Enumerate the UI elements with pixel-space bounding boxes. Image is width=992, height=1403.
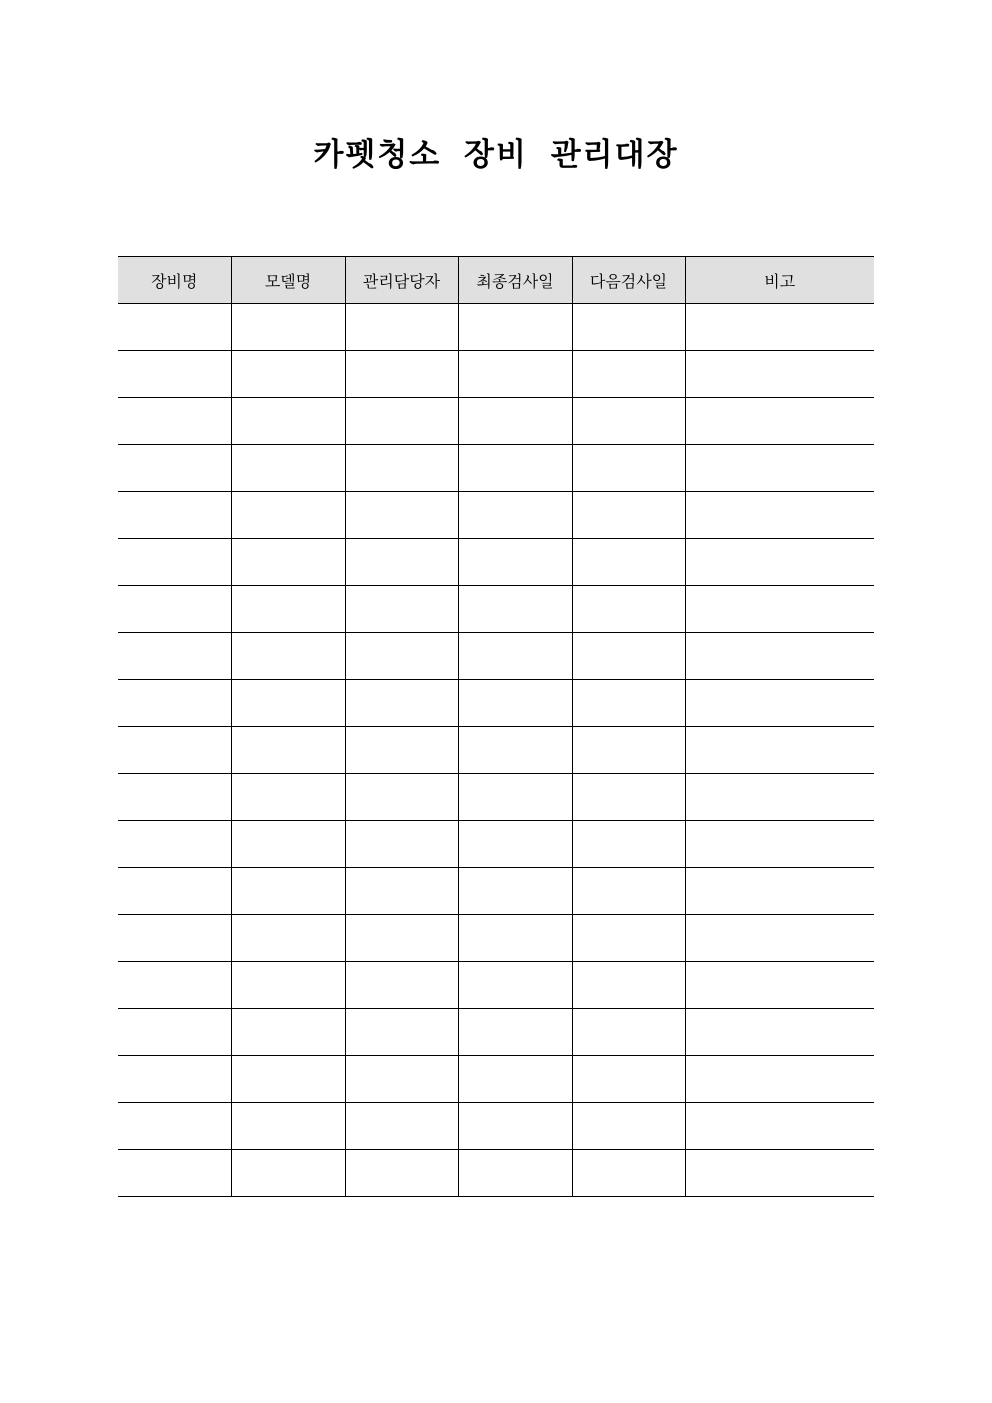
cell-equipment-name bbox=[118, 398, 231, 445]
document-title: 카펫청소 장비 관리대장 bbox=[313, 137, 679, 173]
cell-manager bbox=[345, 398, 458, 445]
table-row bbox=[118, 539, 874, 586]
table-row bbox=[118, 821, 874, 868]
cell-last-inspection bbox=[458, 680, 572, 727]
table-row bbox=[118, 445, 874, 492]
cell-next-inspection bbox=[572, 774, 685, 821]
cell-remarks bbox=[685, 1150, 874, 1197]
cell-model-name bbox=[231, 962, 345, 1009]
cell-manager bbox=[345, 1150, 458, 1197]
cell-model-name bbox=[231, 821, 345, 868]
cell-model-name bbox=[231, 915, 345, 962]
table-row bbox=[118, 304, 874, 351]
cell-remarks bbox=[685, 351, 874, 398]
cell-equipment-name bbox=[118, 633, 231, 680]
cell-model-name bbox=[231, 586, 345, 633]
cell-manager bbox=[345, 539, 458, 586]
cell-last-inspection bbox=[458, 962, 572, 1009]
cell-model-name bbox=[231, 1150, 345, 1197]
header-model-name: 모델명 bbox=[231, 257, 345, 304]
cell-remarks bbox=[685, 398, 874, 445]
table-row bbox=[118, 915, 874, 962]
cell-last-inspection bbox=[458, 633, 572, 680]
table-row bbox=[118, 586, 874, 633]
cell-last-inspection bbox=[458, 539, 572, 586]
cell-remarks bbox=[685, 586, 874, 633]
cell-equipment-name bbox=[118, 915, 231, 962]
cell-last-inspection bbox=[458, 868, 572, 915]
cell-remarks bbox=[685, 1056, 874, 1103]
cell-remarks bbox=[685, 539, 874, 586]
cell-manager bbox=[345, 680, 458, 727]
cell-next-inspection bbox=[572, 304, 685, 351]
cell-manager bbox=[345, 868, 458, 915]
cell-last-inspection bbox=[458, 1009, 572, 1056]
cell-equipment-name bbox=[118, 868, 231, 915]
cell-equipment-name bbox=[118, 445, 231, 492]
cell-next-inspection bbox=[572, 351, 685, 398]
table-row bbox=[118, 962, 874, 1009]
cell-equipment-name bbox=[118, 962, 231, 1009]
cell-next-inspection bbox=[572, 727, 685, 774]
cell-manager bbox=[345, 962, 458, 1009]
cell-next-inspection bbox=[572, 492, 685, 539]
cell-remarks bbox=[685, 492, 874, 539]
header-manager: 관리담당자 bbox=[345, 257, 458, 304]
table-row bbox=[118, 1056, 874, 1103]
cell-model-name bbox=[231, 398, 345, 445]
header-next-inspection: 다음검사일 bbox=[572, 257, 685, 304]
cell-remarks bbox=[685, 962, 874, 1009]
cell-equipment-name bbox=[118, 492, 231, 539]
cell-manager bbox=[345, 1056, 458, 1103]
cell-model-name bbox=[231, 1056, 345, 1103]
table-row bbox=[118, 1103, 874, 1150]
table-row bbox=[118, 351, 874, 398]
cell-model-name bbox=[231, 304, 345, 351]
cell-last-inspection bbox=[458, 304, 572, 351]
header-remarks: 비고 bbox=[685, 257, 874, 304]
cell-manager bbox=[345, 774, 458, 821]
cell-remarks bbox=[685, 1009, 874, 1056]
cell-next-inspection bbox=[572, 962, 685, 1009]
cell-equipment-name bbox=[118, 586, 231, 633]
table-row bbox=[118, 680, 874, 727]
equipment-ledger-table bbox=[118, 256, 874, 1197]
cell-remarks bbox=[685, 304, 874, 351]
cell-model-name bbox=[231, 868, 345, 915]
cell-remarks bbox=[685, 445, 874, 492]
cell-last-inspection bbox=[458, 1056, 572, 1103]
cell-equipment-name bbox=[118, 351, 231, 398]
cell-manager bbox=[345, 445, 458, 492]
cell-model-name bbox=[231, 1103, 345, 1150]
cell-remarks bbox=[685, 727, 874, 774]
cell-next-inspection bbox=[572, 445, 685, 492]
table-row bbox=[118, 633, 874, 680]
cell-remarks bbox=[685, 915, 874, 962]
cell-remarks bbox=[685, 680, 874, 727]
cell-next-inspection bbox=[572, 633, 685, 680]
cell-next-inspection bbox=[572, 821, 685, 868]
cell-manager bbox=[345, 633, 458, 680]
cell-next-inspection bbox=[572, 586, 685, 633]
cell-remarks bbox=[685, 1103, 874, 1150]
cell-equipment-name bbox=[118, 680, 231, 727]
cell-last-inspection bbox=[458, 398, 572, 445]
cell-manager bbox=[345, 915, 458, 962]
cell-remarks bbox=[685, 774, 874, 821]
header-equipment-name: 장비명 bbox=[118, 257, 231, 304]
cell-equipment-name bbox=[118, 727, 231, 774]
cell-last-inspection bbox=[458, 445, 572, 492]
cell-next-inspection bbox=[572, 1150, 685, 1197]
table-row bbox=[118, 727, 874, 774]
cell-last-inspection bbox=[458, 915, 572, 962]
cell-next-inspection bbox=[572, 868, 685, 915]
cell-equipment-name bbox=[118, 539, 231, 586]
cell-equipment-name bbox=[118, 1009, 231, 1056]
cell-manager bbox=[345, 821, 458, 868]
cell-model-name bbox=[231, 680, 345, 727]
cell-last-inspection bbox=[458, 1103, 572, 1150]
cell-model-name bbox=[231, 1009, 345, 1056]
cell-next-inspection bbox=[572, 539, 685, 586]
cell-next-inspection bbox=[572, 680, 685, 727]
cell-manager bbox=[345, 1009, 458, 1056]
cell-model-name bbox=[231, 727, 345, 774]
table-body bbox=[118, 304, 874, 1197]
table-row bbox=[118, 774, 874, 821]
cell-model-name bbox=[231, 492, 345, 539]
cell-manager bbox=[345, 492, 458, 539]
cell-equipment-name bbox=[118, 1103, 231, 1150]
cell-model-name bbox=[231, 633, 345, 680]
cell-last-inspection bbox=[458, 351, 572, 398]
cell-last-inspection bbox=[458, 586, 572, 633]
table-row bbox=[118, 492, 874, 539]
cell-manager bbox=[345, 727, 458, 774]
cell-model-name bbox=[231, 774, 345, 821]
cell-model-name bbox=[231, 539, 345, 586]
cell-manager bbox=[345, 1103, 458, 1150]
cell-manager bbox=[345, 304, 458, 351]
cell-next-inspection bbox=[572, 1056, 685, 1103]
cell-remarks bbox=[685, 821, 874, 868]
cell-equipment-name bbox=[118, 1150, 231, 1197]
cell-model-name bbox=[231, 351, 345, 398]
cell-remarks bbox=[685, 633, 874, 680]
cell-last-inspection bbox=[458, 1150, 572, 1197]
cell-next-inspection bbox=[572, 1103, 685, 1150]
cell-last-inspection bbox=[458, 821, 572, 868]
cell-equipment-name bbox=[118, 1056, 231, 1103]
cell-equipment-name bbox=[118, 304, 231, 351]
cell-last-inspection bbox=[458, 492, 572, 539]
cell-remarks bbox=[685, 868, 874, 915]
table-row bbox=[118, 868, 874, 915]
table-row bbox=[118, 1150, 874, 1197]
cell-next-inspection bbox=[572, 1009, 685, 1056]
cell-equipment-name bbox=[118, 821, 231, 868]
table-row bbox=[118, 398, 874, 445]
cell-manager bbox=[345, 351, 458, 398]
cell-model-name bbox=[231, 445, 345, 492]
cell-last-inspection bbox=[458, 727, 572, 774]
cell-last-inspection bbox=[458, 774, 572, 821]
cell-equipment-name bbox=[118, 774, 231, 821]
cell-manager bbox=[345, 586, 458, 633]
table-row bbox=[118, 1009, 874, 1056]
cell-next-inspection bbox=[572, 398, 685, 445]
header-row bbox=[118, 257, 874, 304]
header-last-inspection: 최종검사일 bbox=[458, 257, 572, 304]
cell-next-inspection bbox=[572, 915, 685, 962]
